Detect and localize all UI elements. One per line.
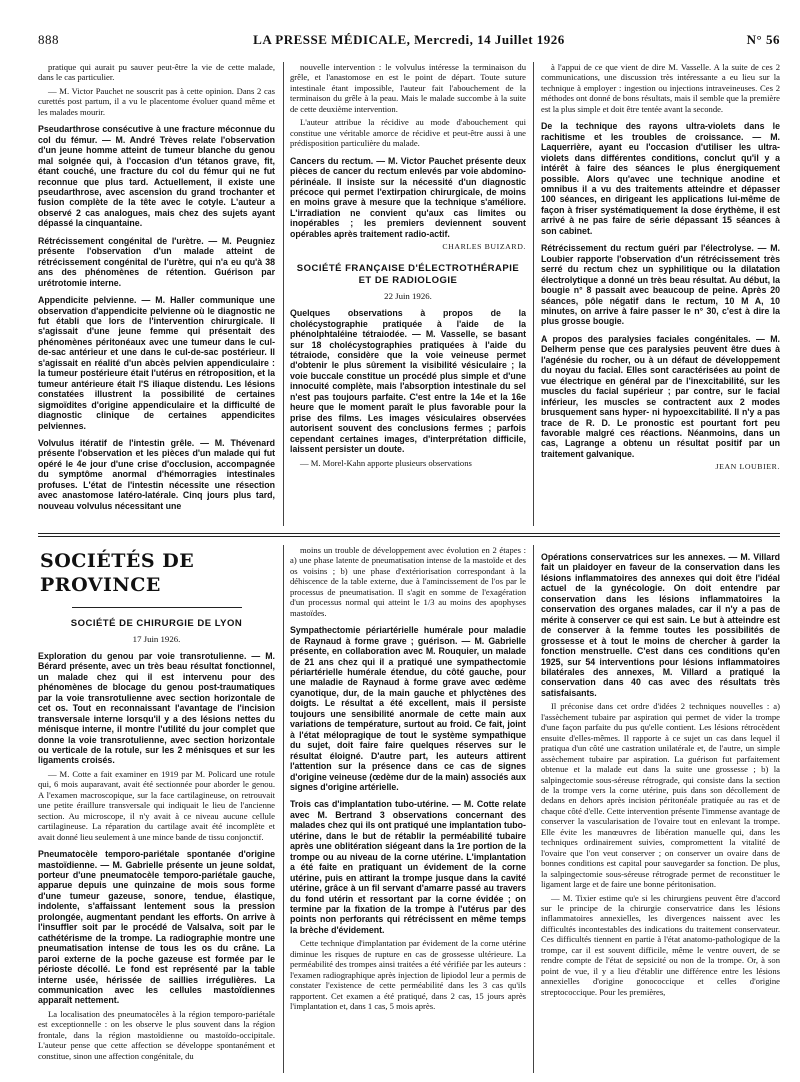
column-5 xyxy=(290,545,526,1075)
section-underline xyxy=(72,607,242,608)
session-date: 17 Juin 1926. xyxy=(132,633,181,644)
body-paragraph: à l'appui de ce que vient de dire M. Vasselle. A la suite de ces 2 communications, une discussion très intéressante a eu lieu sur la technique à employer : ingestion ou injections intraveineuses. Ces 2 méthodes ont donné de bons résultats, mais il semble que la première est la plus simple et doit être tentée avant la seconde. xyxy=(541,62,780,114)
article-heading-paragraph: Sympathectomie périartérielle humérale pour maladie de Raynaud à forme grave ; guérison. — M. Gabrielle présente, en collaboration avec M. Rouquier, un malade de 21 ans chez qui il a pratiqué une sympathectomie périartérielle humérale étendue, du côté gauche, pour une maladie de Raynaud à forme grave avec œdème cyanotique, dur, de la main gauche et phlyctènes des doigts. Le résultat a été excellent, mais il persiste toujours une sensibilité anormale de cette main aux variations de température, surtout au froid. Ce fait, joint à l'état mélopragique de tout le système sympathique du sujet, doit faire faire quelques réserves sur le résultat éloigné. D'autre part, les auteurs attirent l'attention sur la présence dans ce cas de signes d'origine veineuse (œdème dur de la main) associés aux signes d'origine artérielle. xyxy=(290,625,526,792)
column-divider xyxy=(283,545,284,1073)
journal-title: LA PRESSE MÉDICALE, Mercredi, 14 Juillet 1926 xyxy=(253,32,565,47)
body-paragraph: pratique qui aurait pu sauver peut-être la vie de cette malade, dans le cas particulier. xyxy=(38,62,275,83)
column-1 xyxy=(38,62,275,528)
article-heading-paragraph: Cancers du rectum. — M. Victor Pauchet présente deux pièces de cancer du rectum enlevés par voie abdomino-périnéale. Il insiste sur la nécessité d'un diagnostic précoce qui permet l'extirpation chirurgicale, de moins en moins grave à mesure que la technique s'améliore. L'irradiation ne convient qu'aux cas limites ou inopérables ; les premiers deviennent souvent opérables après traitement radio-actif. xyxy=(290,155,526,239)
author-signature: CHARLES BUIZARD. xyxy=(442,242,526,252)
section-rule xyxy=(38,536,780,537)
issue-number: N° 56 xyxy=(746,32,780,47)
article-heading-paragraph: Pneumatocèle temporo-pariétale spontanée d'origine mastoïdienne. — M. Gabrielle présente un jeune soldat, porteur d'une pneumatocèle temporo-pariétale gauche, apparue depuis une quinzaine de mois sous forme d'une tumeur gazeuse, sonore, tendue, élastique, indolente, s'affaissant lentement sous la pression prolongée, augmentant pendant les efforts. On arrive à l'insuffler soit par le procédé de Valsalva, soit par le cathétérisme de la trompe. La radiographie montre une pneumatisation intense de tous les os du crâne. La paroi externe de la poche gazeuse est formée par le périoste décollé. Le fond est représenté par la table interne usée, hérissée de saillies irrégulières. La communication avec les cellules mastoïdiennes apparaît nettement. xyxy=(38,849,275,1006)
column-4 xyxy=(38,545,275,1075)
body-paragraph: — M. Victor Pauchet ne souscrit pas à cette opinion. Dans 2 cas curettés post partum, il a vu le placentome évoluer quand même et les malades mourir. xyxy=(38,85,275,117)
article-heading-paragraph: Volvulus itératif de l'intestin grêle. — M. Thévenard présente l'observation et les pièces d'un malade qui fut opéré le 4e jour d'une crise d'occlusion, accompagnée du symptôme anormal d'hémorragies intestinales profuses. L'état de l'intestin nécessite une résection avec anastomose latéro-latérale. Cinq jours plus tard, nouveau volvulus nécessitant une xyxy=(38,437,275,511)
article-heading-paragraph: Quelques observations à propos de la cholécystographie pratiquée à l'aide de la phénolphtaléine tétraiodée. — M. Vasselle, se basant sur 18 cholécystographies pratiquées à l'aide du tétraiode, considère que la voie veineuse permet d'obtenir le plus sûrement la visibilité vésiculaire ; la voie buccale constitue un procédé plus simple et d'une innocuité complète, mais l'absorption intestinale du sel n'est pas toujours parfaite. C'est entre la 14e et la 16e heure que le moment paraît le plus favorable pour la prise des films. Les images vésiculaires observées autorisent souvent des conclusions fermes ; parfois cependant certaines images, d'interprétation difficile, laissent persister un doute. xyxy=(290,308,526,455)
society-heading: SOCIÉTÉ FRANÇAISE D'ÉLECTROTHÉRAPIE ET DE RADIOLOGIE xyxy=(296,262,520,287)
section-rule xyxy=(38,533,780,534)
column-2 xyxy=(290,62,526,528)
page-header xyxy=(38,4,780,47)
article-heading-paragraph: De la technique des rayons ultra-violets dans le rachitisme et les troubles de croissance. — M. Laquerrière, ayant eu l'occasion d'utiliser les ultra-violets dans différentes conditions, conclut qu'il y a intérêt à faire des séances le plus énergiquement possible. Alors qu'avec une technique anodine et omnibus il a vu des traitements atteindre et dépasser 100 séances, en dirigeant les applications lui-même de façon à friser systématiquement la dose érythème, il est arrivé à ne pas faire de série dépassant 15 séances à son cabinet. xyxy=(541,121,780,236)
body-paragraph: L'auteur attribue la récidive au mode d'abouchement qui constitue une véritable amorce de récidive et peut-être aussi à une prédisposition particulière du malade. xyxy=(290,117,526,149)
column-divider xyxy=(533,545,534,1073)
article-heading-paragraph: Appendicite pelvienne. — M. Haller communique une observation d'appendicite pelvienne où le diagnostic ne fut établi que lors de l'intervention chirurgicale. Il s'agissait d'une jeune femme qui présentait des phénomènes péritonéaux avec une tumeur dans le cul-de-sac antérieur et une dans le cul-de-sac postérieur. Il s'agissait en réalité d'un abcès pelvien appendiculaire : la tumeur postérieure était l'utérus en rétroposition, et la tumeur antérieure était l'S iliaque distendu. Les lésions constatées illustrent la possibilité de certaines sigmoïdites d'origine appendiculaire et la difficulté de diagnostic clinique de certaines appendicites pelviennes. xyxy=(38,295,275,431)
body-paragraph: — M. Morel-Kahn apporte plusieurs observations xyxy=(300,457,472,468)
session-date: 22 Juin 1926. xyxy=(384,290,432,301)
article-heading-paragraph: Rétrécissement du rectum guéri par l'électrolyse. — M. Loubier rapporte l'observation d'un rétrécissement très serré du rectum chez un syphilitique ou la dilatation électrolytique a donné un très beau résultat. Au début, la bougie n° 8 passait avec beaucoup de peine. Après 20 séances, pôle négatif dans le rectum, 10 M A, 10 minutes, on arrive à faire passer le n° 30, c'est à dire la plus grosse bougie. xyxy=(541,243,780,327)
body-paragraph: moins un trouble de développement avec évolution en 2 étapes : a) une phase latente de pneumatisation intense de la mastoïde et des os voisins ; b) une phase d'extériorisation correspondant à la déhiscence de la table externe, due à l'amincissement de l'os par le processus de pneumatisation. Il s'agit en somme de l'exagération d'un processus normal qui atteint le 1/3 au moins des apophyses mastoïdes. xyxy=(290,545,526,618)
body-paragraph: Cette technique d'implantation par évidement de la corne utérine diminue les risques de rupture en cas de grossesse ultérieure. La perméabilité des trompes ainsi traitées a été vérifiée par les auteurs : l'examen radiographique après injection de lipiodol leur a permis de constater l'existence de cette perméabilité dans les 3 cas qu'ils rapportent. Cet examen a été pratiqué, dans 2 cas, 15 jours après l'implantation et, dans 1 cas, 5 mois après. xyxy=(290,938,526,1012)
body-paragraph: nouvelle intervention : le volvulus intéresse la terminaison du grêle, et l'anastomose en est le point de départ. Toute suture intestinale étant impossible, l'auteur fait l'abouchement de la terminaison du grêle à la peau. Mais le malade succombe à la suite de cette deuxième intervention. xyxy=(290,62,526,114)
column-divider xyxy=(283,62,284,526)
body-paragraph: La localisation des pneumatocèles à la région temporo-pariétale est exceptionnelle : on les observe le plus souvent dans la région frontale, dans la région mastoïdienne ou mastoïdo-occipitale. L'auteur pense que cette affection se développe spontanément et constitue, sinon une affection congénitale, du xyxy=(38,1008,275,1061)
society-heading: SOCIÉTÉ DE CHIRURGIE DE LYON xyxy=(70,618,243,629)
body-paragraph: — M. Cotte a fait examiner en 1919 par M. Policard une rotule qui, 6 mois auparavant, avait été sectionnée pour aborder le genou. A l'examen macroscopique, sur la face cartilagineuse, on retrouvait une petite éraillure transversale qui indiquait le lieu de l'ancienne section. Au microscope, il n'y avait à ce niveau aucune cellule cartilagineuse. La réparation du cartilage avait été incomplète et avait donné lieu seulement à une mince bande de tissu conjonctif. xyxy=(38,768,275,842)
article-heading-paragraph: Rétrécissement congénital de l'urètre. — M. Peugniez présente l'observation d'un malade atteint de rétrécissement congénital de l'urètre, qui n'a eu qu'à 38 ans des phénomènes de rétention. Guérison par urétrotomie interne. xyxy=(38,235,275,288)
body-paragraph: — M. Tixier estime qu'e si les chirurgiens peuvent être d'accord sur le principe de la chirurgie conservatrice dans les lésions inflammatoires annexielles, les divergences naissent avec les difficultés incontestables des indications du traitement conservateur. Ces difficultés tiennent en partie à l'état anatomo-pathologique de la trompe, car il est souvent difficile, même le ventre ouvert, de se rendre compte de l'état de sepsicité ou non de la trompe. Or, à son point de vue, il y a lieu d'établir une différence entre les lésions annexielles d'origine gonococcique et celles d'origine streptococcique. Pour les premières, xyxy=(541,892,780,997)
column-6 xyxy=(541,545,780,1075)
author-signature: JEAN LOUBIER. xyxy=(715,462,780,472)
article-heading-paragraph: Opérations conservatrices sur les annexes. — M. Villard fait un plaidoyer en faveur de la conservation dans les lésions inflammatoires des annexes qui doit être l'idéal actuel de la gynécologie. On doit entendre par conservation dans les lésions inflammatoires la conservation des organes malades, car il n'y a pas de mérite à conserver ce qui est sain. Le but à atteindre est de conserver à la femme toutes les possibilités de grossesse et à tout le moins de chercher à garder la fonction menstruelle. C'est dans ces conditions qu'en 1925, sur 54 interventions pour lésions inflammatoires bilatérales des annexes, M. Villard a pratiqué la conservation dans 40 cas avec des résultats très satisfaisants. xyxy=(541,552,780,698)
article-heading-paragraph: A propos des paralysies faciales congénitales. — M. Delherm pense que ces paralysies peuvent être dues à l'agénésie du rocher, ou à un défaut de développement du noyau du facial. Elles sont caractérisées au point de vue électrique en général par de l'inexcitabilité, sur les muscles du facial supérieur ; par contre, sur le facial inférieur, les muscles se contractent aux 2 modes brusquement sans hyper- ni hypoexcitabilité. Il n'y a pas trace de R. D. Le pronostic est pourtant fort peu favorable malgré ces réactions. Néanmoins, dans un cas, Lagrange a obtenu un résultat positif par un traitement galvanique. xyxy=(541,333,780,459)
section-title: SOCIÉTÉS DE PROVINCE xyxy=(40,550,195,596)
body-paragraph: Il préconise dans cet ordre d'idées 2 techniques nouvelles : a) l'assèchement tubaire par aspiration qui permet de vider la trompe d'une façon parfaite du pus qu'elle contient. Les lésions rétrocèdent ensuite d'elles-mêmes. Il rapporte à ce sujet un cas dans lequel il pratiqua d'un côté une castration unilatérale et, de l'autre, un simple assèchement tubaire par aspiration. La guérison fut parfaitement obtenue et la malade eut dans la suite une grossesse ; b) la salpingectomie sous-séreuse rétrograde, qui consiste dans la section de la trompe vers la corne utérine, puis dans son décollement de dedans en dehors après incision péritonéale pratiquée au ras et de chaque côté d'elle. Cette intervention présente l'immense avantage de conserver la vascularisation de l'ovaire tout en enlevant la trompe. Elle évite les manœuvres de libération manuelle qui, dans les techniques ordinairement suivies, compromettent la vitalité de l'ovaire que l'on veut conserver ; on conserver un ovaire dans de bonnes conditions est capital pour sauvegarder sa fonction. De plus, la salpingectomie sous-séreuse rétrograde permet de reconstituer le ligament large et de faire une bonne péritonisation. xyxy=(541,701,780,890)
column-3 xyxy=(541,62,780,528)
column-divider xyxy=(533,62,534,526)
article-heading-paragraph: Trois cas d'implantation tubo-utérine. — M. Cotte relate avec M. Bertrand 3 observations concernant des malades chez qui ils ont pratiqué une implantation tubo-utérine, dans le but de rétablir la perméabilité tubaire après une oblitération siégeant dans la 1re portion de la trompe ou au niveau de la corne utérine. L'implantation a été faite en pratiquant un évidement de la corne utérine, puis en attirant la trompe jusque dans la cavité utérine, grâce à un fil servant d'amarre passé au travers du fond utérin et ressortant par la corne évidée ; on termine par la fixation de la trompe à l'utérus par des points non perforants qui rétrécissent en même temps la brèche d'évidement. xyxy=(290,799,526,935)
article-heading-paragraph: Exploration du genou par voie transrotulienne. — M. Bérard présente, avec un très beau résultat fonctionnel, un malade chez qui il est intervenu pour des phénomènes de blocage du genou post-traumatiques par la voie transrotulienne avec section horizontale de cet os. Tout en reconnaissant l'avantage de l'incision transversale interne lorsqu'il y a des lésions nettes du ménisque interne, il montre l'utilité du jour complet que donne la voie transrotulienne, avec section horizontale ou verticale de la rotule, sur les 2 ménisques et sur les ligaments croisés. xyxy=(38,650,275,766)
article-heading-paragraph: Pseudarthrose consécutive à une fracture méconnue du col du fémur. — M. André Trèves relate l'observation d'un jeune homme atteint de tumeur blanche du genou mal soignée qui, à l'occasion d'un tétanos grave, fit, étant couché, une fracture du col du fémur qui ne fut reconnue que plus tard. Actuellement, il existe une pseudarthrose, avec ascension du grand trochanter et fusion complète de la tête avec le cotyle. L'auteur a observé 2 cas analogues, mais chez des sujets ayant dépassé la cinquantaine. xyxy=(38,124,275,229)
page-number: 888 xyxy=(38,32,59,47)
